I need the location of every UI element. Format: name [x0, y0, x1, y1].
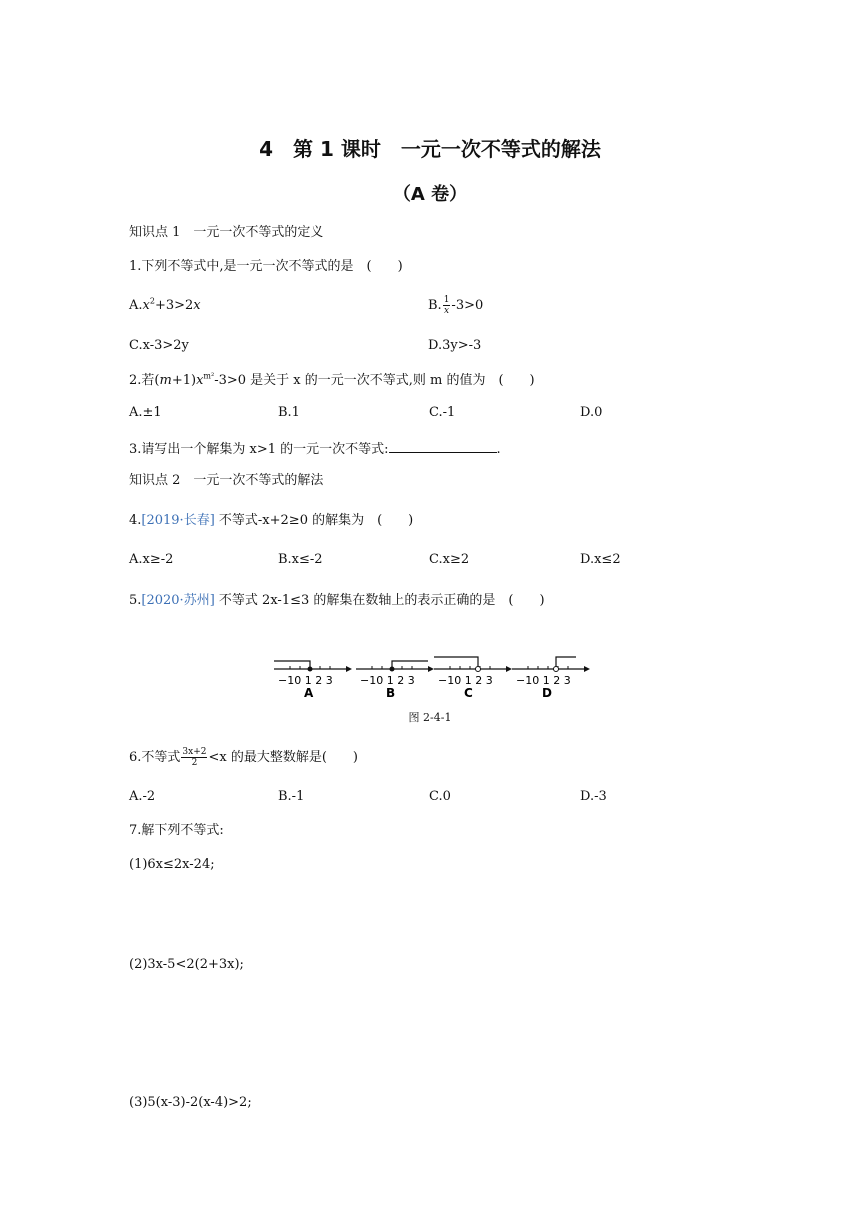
option-a-var2: x: [193, 298, 201, 313]
q4-text: 不等式-x+2≥0 的解集为 ( ): [214, 513, 414, 528]
number-line-c: [434, 657, 512, 700]
q6-fraction: [181, 747, 207, 768]
q5-number: 5.: [129, 593, 142, 608]
question-1-stem: 1.下列不等式中,是一元一次不等式的是 ( ): [129, 259, 403, 274]
question-7-part-2: (2)3x-5<2(2+3x);: [129, 957, 244, 972]
option-a-rest: +3>2: [154, 298, 194, 313]
question-6-stem: [129, 745, 358, 771]
question-3-end: .: [496, 442, 501, 457]
q2-var-m: m: [159, 373, 172, 388]
number-line-a-label: A: [304, 686, 314, 700]
number-line-d-label: D: [542, 686, 552, 700]
q5-source: [2020·苏州]: [141, 593, 215, 608]
q6-numerator: 3x+2: [182, 747, 207, 757]
option-a-exponent: 2: [149, 296, 155, 306]
q2-stem-pre: 2.若(: [129, 373, 160, 388]
option-b-label: B.: [428, 298, 442, 313]
q6-pre: 6.不等式: [129, 750, 181, 765]
number-line-b-ticks: −10 1 2 3: [360, 674, 415, 687]
figure-caption: 图 2-4-1: [408, 711, 452, 724]
question-7-part-3: (3)5(x-3)-2(x-4)>2;: [129, 1095, 252, 1110]
number-line-d: [512, 657, 590, 700]
question-3: [129, 440, 501, 458]
question-1-option-d: D.3y>-3: [428, 338, 482, 353]
number-line-a: [274, 661, 352, 700]
q2-stem-mid: +1): [171, 373, 197, 388]
q4-source: [2019·长春]: [141, 513, 215, 528]
number-line-c-label: C: [464, 686, 473, 700]
option-b-rest: -3>0: [451, 298, 484, 313]
question-7-part-1: (1)6x≤2x-24;: [129, 857, 215, 872]
section-heading-1: 知识点 1 一元一次不等式的定义: [129, 225, 324, 240]
option-a-label: A.: [129, 298, 143, 313]
q6-denominator: 2: [191, 758, 198, 768]
q2-exponent: m²: [203, 371, 215, 381]
question-1-option-c: C.x-3>2y: [129, 338, 189, 353]
page-subtitle: （A 卷）: [392, 184, 468, 205]
question-4-option-d: D.x≤2: [580, 552, 621, 567]
number-line-d-ticks: −10 1 2 3: [516, 674, 571, 687]
number-line-c-ticks: −10 1 2 3: [438, 674, 493, 687]
question-1-option-a: [129, 298, 201, 314]
question-4-stem: [129, 513, 413, 529]
question-4-option-c: C.x≥2: [429, 552, 470, 567]
q5-text: 不等式 2x-1≤3 的解集在数轴上的表示正确的是 ( ): [214, 593, 545, 608]
question-3-stem: 3.请写出一个解集为 x>1 的一元一次不等式:: [129, 442, 389, 457]
q4-number: 4.: [129, 513, 142, 528]
question-2-option-c: C.-1: [429, 405, 456, 420]
option-a-var: x: [142, 298, 150, 313]
q2-stem-rest: -3>0 是关于 x 的一元一次不等式,则 m 的值为 ( ): [214, 373, 535, 388]
fraction-denominator: x: [444, 306, 450, 316]
answer-blank[interactable]: [389, 440, 497, 453]
page-title: 4 第 1 课时 一元一次不等式的解法: [259, 137, 601, 161]
section-heading-2: 知识点 2 一元一次不等式的解法: [129, 473, 324, 488]
question-1-option-b: [428, 294, 483, 318]
number-line-b: [356, 661, 434, 700]
question-2-stem: [129, 373, 535, 389]
fraction-numerator: 1: [443, 295, 450, 305]
q6-rest: <x 的最大整数解是( ): [208, 750, 358, 765]
question-2-option-a: A.±1: [129, 405, 162, 420]
number-line-b-label: B: [386, 686, 396, 700]
q2-var-x: x: [196, 373, 204, 388]
number-line-figure: [270, 652, 590, 700]
question-4-option-b: B.x≤-2: [278, 552, 323, 567]
question-2-option-b: B.1: [278, 405, 300, 420]
question-6-option-d: D.-3: [580, 789, 607, 804]
question-4-option-a: A.x≥-2: [129, 552, 174, 567]
question-6-option-b: B.-1: [278, 789, 305, 804]
number-line-a-ticks: −10 1 2 3: [278, 674, 333, 687]
option-b-fraction: [443, 295, 451, 316]
question-6-option-c: C.0: [429, 789, 451, 804]
question-6-option-a: A.-2: [129, 789, 156, 804]
question-5-stem: [129, 593, 545, 609]
question-2-option-d: D.0: [580, 405, 603, 420]
question-7-stem: 7.解下列不等式:: [129, 823, 224, 838]
